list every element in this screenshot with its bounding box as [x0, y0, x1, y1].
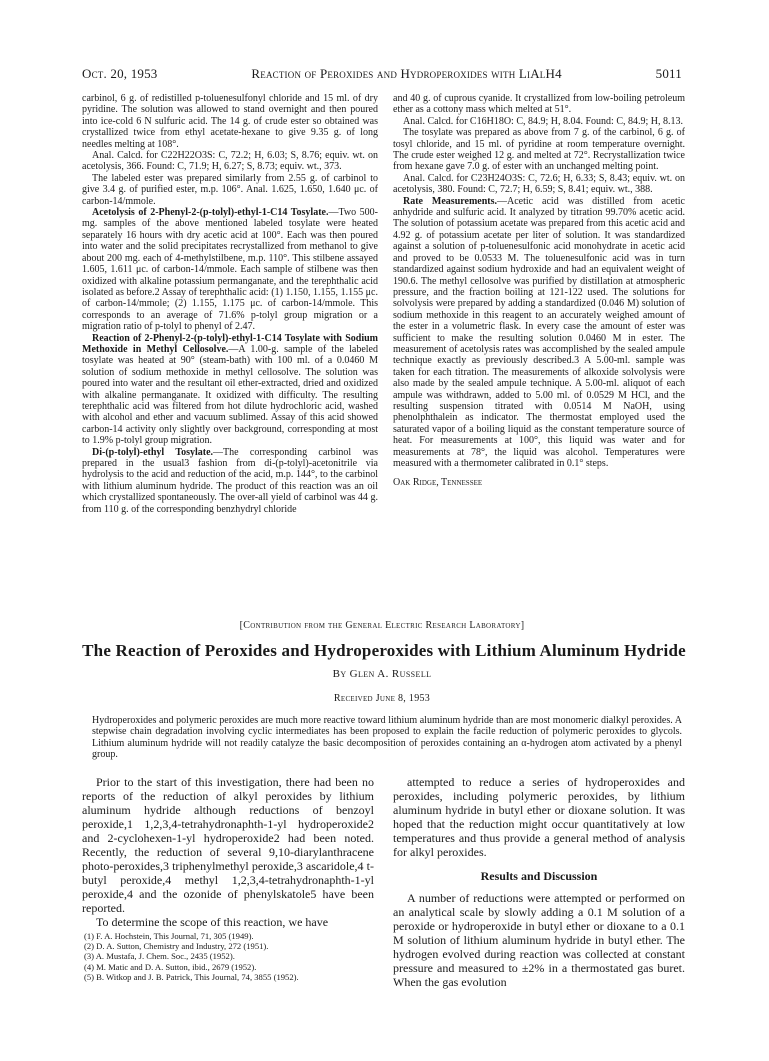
running-title: Reaction of Peroxides and Hydroperoxides with LiAlH4 — [251, 66, 562, 81]
body-right-column — [393, 775, 685, 989]
paragraph: carbinol, 6 g. of redistilled p-toluenesulfonyl chloride and 15 ml. of dry pyridine. The solution was allowed to stand overnight and then poured into ice-cold 6 N sulfuric acid. The 14 g. of crude ester so obtained was crystallized twice from ethyl acetate-hexane to give 9.35 g. of long needles melting at 108°. — [82, 93, 378, 150]
footnote: (3) A. Mustafa, J. Chem. Soc., 2435 (1952). — [84, 951, 235, 962]
paragraph: Anal. Calcd. for C23H24O3S: C, 72.6; H, 6.33; S, 8.43; equiv. wt. on acetolysis, 380. Found: C, 72.7; H, 6.59; S, 8.41; equiv. wt., 388. — [393, 172, 685, 196]
abstract: Hydroperoxides and polymeric peroxides are much more reactive toward lithium aluminum hydride than are most monomeric dialkyl peroxides. A stepwise chain degradation involving cyclic intermediates has been proposed to explain the facile reduction of polymeric peroxides to glycols. Lithium aluminum hydride will not readily catalyze the basic decomposition of peroxides containing an α-hydrogen atom activated by a phenyl group. — [92, 715, 682, 761]
author-byline: By Glen A. Russell — [332, 668, 432, 680]
left-column — [82, 93, 378, 515]
footnote: (2) D. A. Sutton, Chemistry and Industry, 272 (1951). — [84, 941, 269, 952]
footnote: (1) F. A. Hochstein, This Journal, 71, 305 (1949). — [84, 931, 254, 941]
author-location: Oak Ridge, Tennessee — [393, 477, 483, 489]
paragraph: Prior to the start of this investigation, there had been no reports of the reduction of alkyl peroxides by lithium aluminum hydride although reductions of benzoyl peroxide,1 1,2,3,4-tetrahydronaphth-1-yl hydroperoxide2 and 2-cyclohexen-1-yl hydroperoxide2 had been noted. Recently, the reduction of several 9,10-diarylanthracene photo-peroxides,3 triphenylmethyl peroxide,3 ascaridole,4 t-butyl peroxide,4 methyl 1,2,3,4-tetrahydronaphth-1-yl peroxide,4 and the ozonide of phenylskatole5 have been reported. — [82, 775, 374, 915]
body-left-column — [82, 775, 374, 982]
paragraph: A number of reductions were attempted or performed on an analytical scale by slowly adding a 0.1 M solution of a peroxide or hydroperoxide in butyl ether or dioxane to a 0.1 M solution of lithium aluminum hydride in butyl ether. The hydrogen evolved during reaction was collected at constant pressure and measured to ±2% in a thermostated gas buret. When the gas evolution — [393, 891, 685, 989]
paragraph: To determine the scope of this reaction, we have — [96, 915, 329, 929]
paragraph: The labeled ester was prepared similarly from 2.55 g. of carbinol to give 3.4 g. of purified ester, m.p. 106°. Anal. 1.625, 1.650, 1.640 μc. of carbon-14/mmole. — [82, 172, 378, 207]
page-number: 5011 — [655, 66, 682, 81]
paragraph — [82, 207, 378, 332]
paragraph-heading: Reaction of 2-Phenyl-2-(p-tolyl)-ethyl-1-C14 Tosylate with Sodium Methoxide in Methyl Cellosolve. — [82, 332, 378, 355]
paragraph-text: —Two 500-mg. samples of the above mentioned labeled tosylate were heated separately 16 hours with dry acetic acid at 100°. Each was then poured into water and the solid precipitates recrystallized from methanol to give about 200 mg. each of 4-methylstilbene, m.p. 110°. This stilbene assayed 1.605, 1.611 μc. of carbon-14/mmole. Each sample of stilbene was then oxidized with alkaline potassium permanganate, and the terephthalic acid isolated as before.2 Assay of terephthalic acid: (1) 1.150, 1.155, 1.155 μc. of carbon-14/mmole; (2) 1.155, 1.175 μc. of carbon-14/mmole. This corresponds to an average of 71.6% p-tolyl group migration or a migration ratio of p-tolyl to phenyl of 2.47. — [82, 207, 379, 333]
footnote: (5) B. Witkop and J. B. Patrick, This Journal, 74, 3855 (1952). — [84, 971, 299, 982]
paragraph — [82, 447, 378, 515]
paragraph-text: —Acetic acid was distilled from acetic anhydride and sulfuric acid. It analyzed by titration 99.70% acetic acid. The solution of potassium acetate was prepared from this acetic acid and 4.92 g. of potassium acetate per liter of solution. It was standardized against a solution of p-toluenesulfonic acid monohydrate in acetic acid and proved to be 0.0533 M. The toluenesulfonic acid was in turn standardized against sodium hydroxide and had an equivalent weight of 190.6. The methyl cellosolve was purified by distillation at atmospheric pressure, and the fraction boiling at 121-122 used. The solutions for solvolysis were prepared by adding a standardized (0.046 M) solution of sodium methoxide in this reagent to an accurately weighed amount of the ester in a volumetric flask. In every case the amount of ester was sufficient to make the resulting solution 0.0460 M in ester. The measurement of acetolysis rates was accomplished by the sealed ampule technique exactly as previously described.3 A 5.00-ml. sample was taken for each titration. The measurements of alkoxide solvolysis were also made by the sealed ampule technique. A 5.00-ml. aliquot of each ampule was withdrawn, added to 5.00 ml. of 0.0529 M HCl, and the resulting suspension titrated with 0.0514 M NaOH, using phenolphthalein as indicator. The thermostat employed used the saturated vapor of a boiling liquid as the constant temperature source of heat. For measurements at 100°, this liquid was water and for measurements at 78°, the liquid was alcohol. Temperatures were measured with a thermometer calibrated in 0.1° steps. — [393, 195, 685, 469]
paragraph-text: —The corresponding carbinol was prepared in the usual3 fashion from di-(p-tolyl)-acetonitrile via hydrolysis to the acid and reduction of the acid, m.p. 144°, to the carbinol with lithium aluminum hydride. The product of this reaction was an oil which crystallized spontaneously. The over-all yield of carbinol was 44 g. from 110 g. of the corresponding benzhydryl chloride — [82, 446, 379, 515]
footnote: (4) M. Matic and D. A. Sutton, ibid., 2679 (1952). — [84, 961, 257, 972]
received-date: Received June 8, 1953 — [333, 693, 431, 704]
paragraph: Anal. Calcd. for C16H18O: C, 84.9; H, 8.04. Found: C, 84.9; H, 8.13. — [403, 115, 683, 127]
paragraph — [393, 196, 685, 470]
paragraph: and 40 g. of cuprous cyanide. It crystallized from low-boiling petroleum ether as a cottony mass which melted at 51°. — [393, 93, 685, 116]
paragraph-heading: Rate Measurements. — [403, 195, 498, 207]
issue-date: Oct. 20, 1953 — [82, 66, 158, 81]
section-heading: Results and Discussion — [480, 869, 598, 883]
paragraph: Anal. Calcd. for C22H22O3S: C, 72.2; H, 6.03; S, 8.76; equiv. wt. on acetolysis, 366. Found: C, 71.9; H, 6.27; S, 8.73; equiv. wt., 373. — [82, 150, 378, 173]
paragraph-text: —A 1.00-g. sample of the labeled tosylate was heated at 90° (steam-bath) with 100 ml. of a 0.0460 M solution of sodium methoxide in methyl cellosolve. The solution was poured into water and the resultant oil ether-extracted, dried and oxidized with alkaline permanganate. It oxidized with difficulty. The resulting terephthalic acid was filtered from hot dilute hydrochloric acid, washed with alcohol and ether and vacuum sublimed. Assay of this acid showed carbon-14 activity only slightly over background, corresponding at most to 1.9% p-tolyl group migration. — [82, 343, 378, 447]
running-head — [82, 66, 682, 82]
contribution-line: [Contribution from the General Electric Research Laboratory] — [239, 620, 525, 631]
paper-title: The Reaction of Peroxides and Hydroperoxides with Lithium Aluminum Hydride — [82, 641, 686, 660]
right-column — [393, 93, 685, 489]
paragraph-heading: Acetolysis of 2-Phenyl-2-(p-tolyl)-ethyl-1-C14 Tosylate. — [92, 207, 329, 219]
paragraph: The tosylate was prepared as above from 7 g. of the carbinol, 6 g. of tosyl chloride, and 15 ml. of pyridine at room temperature overnight. The crude ester weighed 12 g. and melted at 72°. Recrystallization twice from hexane gave 7.0 g. of ester with an unchanged melting point. — [393, 127, 685, 173]
footnotes — [82, 931, 374, 982]
paragraph — [82, 333, 378, 447]
paragraph: attempted to reduce a series of hydroperoxides and peroxides, including polymeric peroxides, by lithium aluminum hydride in butyl ether or dioxane solution. It was hoped that the reduction might occur quantitatively at low temperatures and thus provide a general method of analysis for alkyl peroxides. — [393, 775, 685, 859]
paragraph-heading: Di-(p-tolyl)-ethyl Tosylate. — [92, 446, 214, 458]
